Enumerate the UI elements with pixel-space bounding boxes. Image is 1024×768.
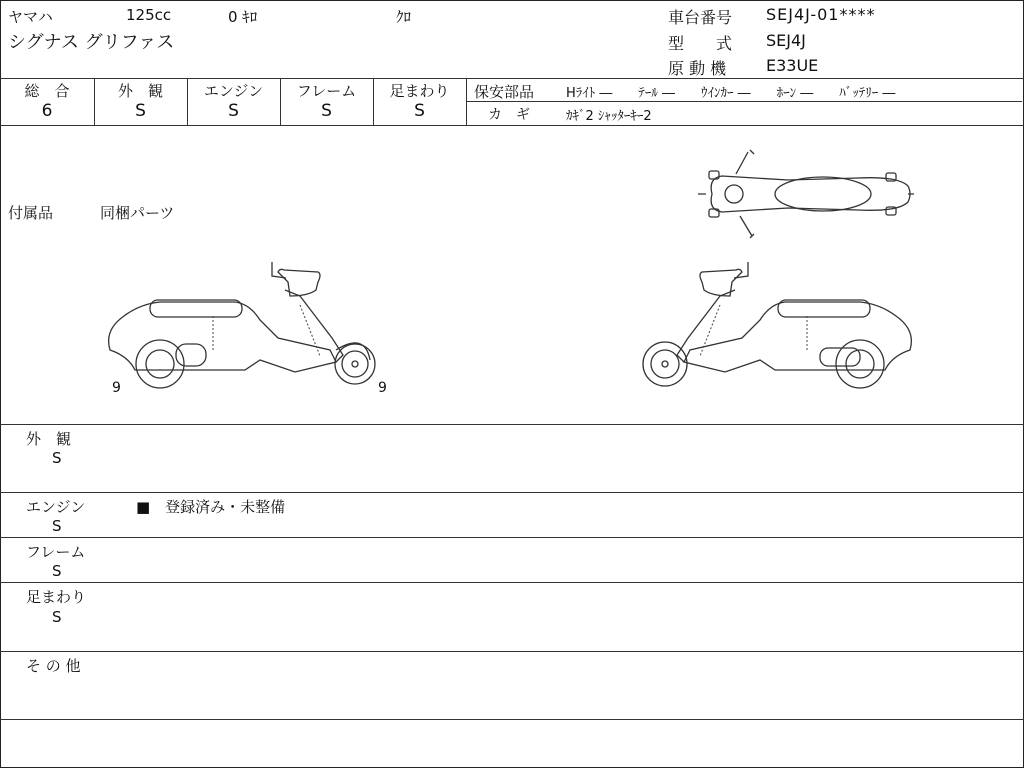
front-tire-mark: 9 xyxy=(112,380,121,396)
section-label-exterior: 外 観 xyxy=(26,430,72,448)
divider xyxy=(0,719,1024,720)
rating-value-suspension: S xyxy=(414,101,425,121)
model-name: シグナス グリファス xyxy=(8,32,175,53)
engine-label: 原 動 機 xyxy=(668,59,727,78)
safety-label: 保安部品 xyxy=(474,83,535,101)
type-label: 型 式 xyxy=(668,34,733,53)
rating-value-engine: S xyxy=(228,101,239,121)
displacement: 125cc xyxy=(126,6,172,24)
divider xyxy=(0,651,1024,652)
rating-label-engine: エンジン xyxy=(203,82,264,100)
rating-label-exterior: 外 観 xyxy=(117,82,163,100)
key-label: カ ギ xyxy=(488,107,530,123)
rating-value-overall: 6 xyxy=(41,101,53,121)
section-note-engine: ■ 登録済み・未整備 xyxy=(136,498,286,516)
section-label-engine: エンジン xyxy=(26,498,86,516)
safety-items: Hﾗｲﾄ ― ﾃｰﾙ ― ｳｲﾝｶｰ ― ﾎｰﾝ ― ﾊﾞｯﾃﾘｰ ― xyxy=(566,86,896,101)
rating-label-suspension: 足まわり xyxy=(389,82,450,100)
accessories-value: 同梱パーツ xyxy=(100,204,175,222)
rear-tire-mark: 9 xyxy=(378,380,387,396)
frame-no-label: 車台番号 xyxy=(668,8,733,27)
engine-value: E33UE xyxy=(766,56,819,75)
section-grade-suspension: S xyxy=(52,608,62,626)
rating-value-frame: S xyxy=(321,101,332,121)
accessories-label: 付属品 xyxy=(8,204,54,222)
section-grade-exterior: S xyxy=(52,449,62,467)
divider xyxy=(0,537,1024,538)
divider xyxy=(0,492,1024,493)
section-grade-frame: S xyxy=(52,562,62,580)
type-value: SEJ4J xyxy=(766,31,806,50)
section-label-frame: フレーム xyxy=(26,543,86,561)
rating-label-overall: 総 合 xyxy=(24,82,70,100)
section-label-suspension: 足まわり xyxy=(26,588,87,606)
key-value: ｶｷﾞ2 ｼｬｯﾀｰｷｰ2 xyxy=(566,109,652,124)
color: ｸﾛ xyxy=(396,8,412,26)
mileage: 0 ｷﾛ xyxy=(228,8,258,26)
divider xyxy=(0,424,1024,425)
section-grade-engine: S xyxy=(52,517,62,535)
frame-no-value: SEJ4J-01**** xyxy=(766,5,876,24)
maker: ヤマハ xyxy=(8,8,53,26)
divider xyxy=(0,582,1024,583)
rating-label-frame: フレーム xyxy=(296,82,357,100)
section-label-other: そ の 他 xyxy=(26,657,81,675)
rating-value-exterior: S xyxy=(135,101,146,121)
